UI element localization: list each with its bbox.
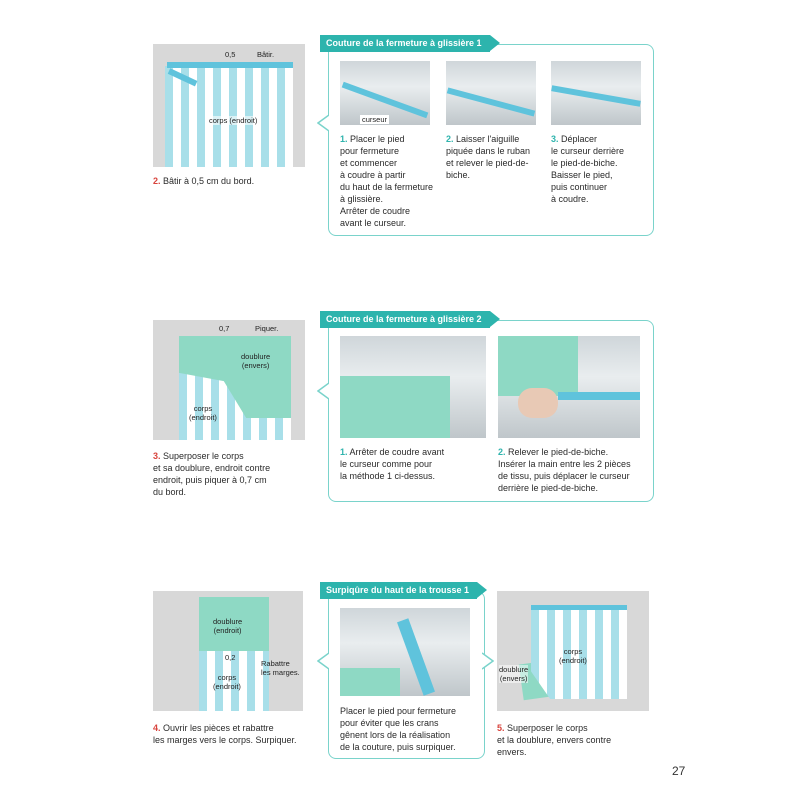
line: Superposer le corps [507, 723, 588, 733]
step-text-1 [340, 446, 490, 482]
panel-title: Couture de la fermeture à glissière 2 [320, 311, 490, 328]
label-02: 0,2 [225, 653, 236, 662]
line: le curseur derrière [551, 146, 625, 156]
step-text-1 [340, 133, 445, 229]
line: les marges. [261, 668, 300, 677]
line: corps [563, 647, 583, 656]
line: endroit, puis piquer à 0,7 cm [153, 475, 267, 485]
line: biche. [446, 170, 471, 180]
line: Insérer la main entre les 2 pièces [498, 459, 631, 469]
line: pour éviter que les crans [340, 718, 439, 728]
line: Ouvrir les pièces et rabattre [163, 723, 274, 733]
label-07: 0,7 [219, 324, 230, 333]
line: Superposer le corps [163, 451, 244, 461]
caption-step3 [153, 450, 313, 498]
line: envers. [497, 747, 527, 757]
panel-title: Couture de la fermeture à glissière 1 [320, 35, 490, 52]
line: Laisser l'aiguille [456, 134, 520, 144]
step-text-2 [446, 133, 546, 181]
line: et la doublure, envers contre [497, 735, 612, 745]
hand [518, 388, 558, 418]
step-number: 2. [153, 176, 161, 186]
line: doublure [499, 665, 529, 674]
photo-step4-topstitch [153, 591, 303, 711]
photo-sewing-5 [498, 336, 640, 438]
zipper-tape [342, 82, 429, 118]
line: le pied-de-biche. [551, 158, 618, 168]
label-rabattre-marges [261, 659, 300, 677]
line: à glissière. [340, 194, 384, 204]
label-05: 0,5 [225, 50, 236, 59]
step-number: 3. [551, 134, 559, 144]
label-batir: Bâtir. [257, 50, 275, 59]
line: doublure [213, 617, 243, 626]
lining-fabric [340, 668, 400, 696]
line: (endroit) [213, 626, 242, 635]
line: et commencer [340, 158, 398, 168]
line: la méthode 1 ci-dessus. [340, 471, 436, 481]
line: Relever le pied-de-biche. [508, 447, 609, 457]
panel-pointer-right [482, 652, 494, 670]
line: Baisser le pied, [551, 170, 613, 180]
zipper-tape [551, 85, 641, 107]
line: à coudre à partir [340, 170, 406, 180]
photo-step5-layer [497, 591, 649, 711]
label-doublure-endroit [213, 617, 242, 635]
photo-sewing-2 [446, 61, 536, 125]
step-text-2 [498, 446, 648, 494]
line: (endroit) [189, 413, 217, 422]
caption-step2 [153, 175, 313, 187]
line: à coudre. [551, 194, 589, 204]
line: de la couture, puis surpiquer. [340, 742, 456, 752]
line: (envers) [241, 361, 270, 370]
line: les marges vers le corps. Surpiquer. [153, 735, 297, 745]
label-curseur: curseur [362, 115, 388, 124]
step-number: 4. [153, 723, 161, 733]
line: Déplacer [561, 134, 598, 144]
line: Placer le pied pour fermeture [340, 706, 457, 716]
photo-sewing-6 [340, 608, 470, 696]
photo-sewing-3 [551, 61, 641, 125]
label-corps-endroit: corps (endroit) [209, 116, 258, 125]
step-number: 1. [340, 134, 348, 144]
page-number: 27 [672, 764, 686, 778]
line: piquée dans le ruban [446, 146, 531, 156]
panel-pointer [317, 382, 329, 400]
step-text-3 [551, 133, 646, 205]
label-corps-endroit [213, 673, 241, 691]
label-doublure-envers [499, 665, 528, 683]
line: (envers) [499, 674, 528, 683]
lining-fabric [340, 376, 450, 438]
caption-step4 [153, 722, 323, 746]
step-number: 5. [497, 723, 505, 733]
line: avant le curseur. [340, 218, 407, 228]
label-piquer: Piquer. [255, 324, 279, 333]
line: corps [217, 673, 237, 682]
photo-sewing-4 [340, 336, 486, 438]
line: puis continuer [551, 182, 608, 192]
photo-sewing-1 [340, 61, 430, 125]
line: (endroit) [559, 656, 587, 665]
line: derrière le pied-de-biche. [498, 483, 599, 493]
line: doublure [241, 352, 271, 361]
label-doublure-envers [241, 352, 270, 370]
zipper-tape [447, 87, 535, 116]
step-number: 2. [446, 134, 454, 144]
panel-text [340, 705, 480, 753]
line: le curseur comme pour [340, 459, 433, 469]
line: et relever le pied-de- [446, 158, 529, 168]
line: du haut de la fermeture [340, 182, 434, 192]
step-number: 2. [498, 447, 506, 457]
label-corps-endroit [559, 647, 587, 665]
zipper-tape [531, 605, 627, 610]
label-corps-endroit [189, 404, 217, 422]
zipper-tape [558, 392, 640, 400]
line: du bord. [153, 487, 187, 497]
line: Placer le pied [350, 134, 405, 144]
caption-text: Bâtir à 0,5 cm du bord. [163, 176, 255, 186]
photo-step2-basting [153, 44, 305, 167]
line: de tissu, puis déplacer le curseur [498, 471, 630, 481]
line: Arrêter de coudre [340, 206, 411, 216]
line: et sa doublure, endroit contre [153, 463, 271, 473]
step-number: 1. [340, 447, 348, 457]
panel-pointer [317, 114, 329, 132]
photo-step3-lining [153, 320, 305, 440]
step-number: 3. [153, 451, 161, 461]
line: pour fermeture [340, 146, 400, 156]
zipper-tape [397, 618, 435, 695]
caption-step5 [497, 722, 657, 758]
panel-pointer-left [317, 652, 329, 670]
line: gênent lors de la réalisation [340, 730, 451, 740]
line: (endroit) [213, 682, 241, 691]
line: Rabattre [261, 659, 290, 668]
zipper-tape [167, 62, 293, 68]
line: corps [193, 404, 213, 413]
panel-title: Surpiqûre du haut de la trousse 1 [320, 582, 477, 599]
lining-fabric [498, 336, 578, 396]
line: Arrêter de coudre avant [349, 447, 445, 457]
